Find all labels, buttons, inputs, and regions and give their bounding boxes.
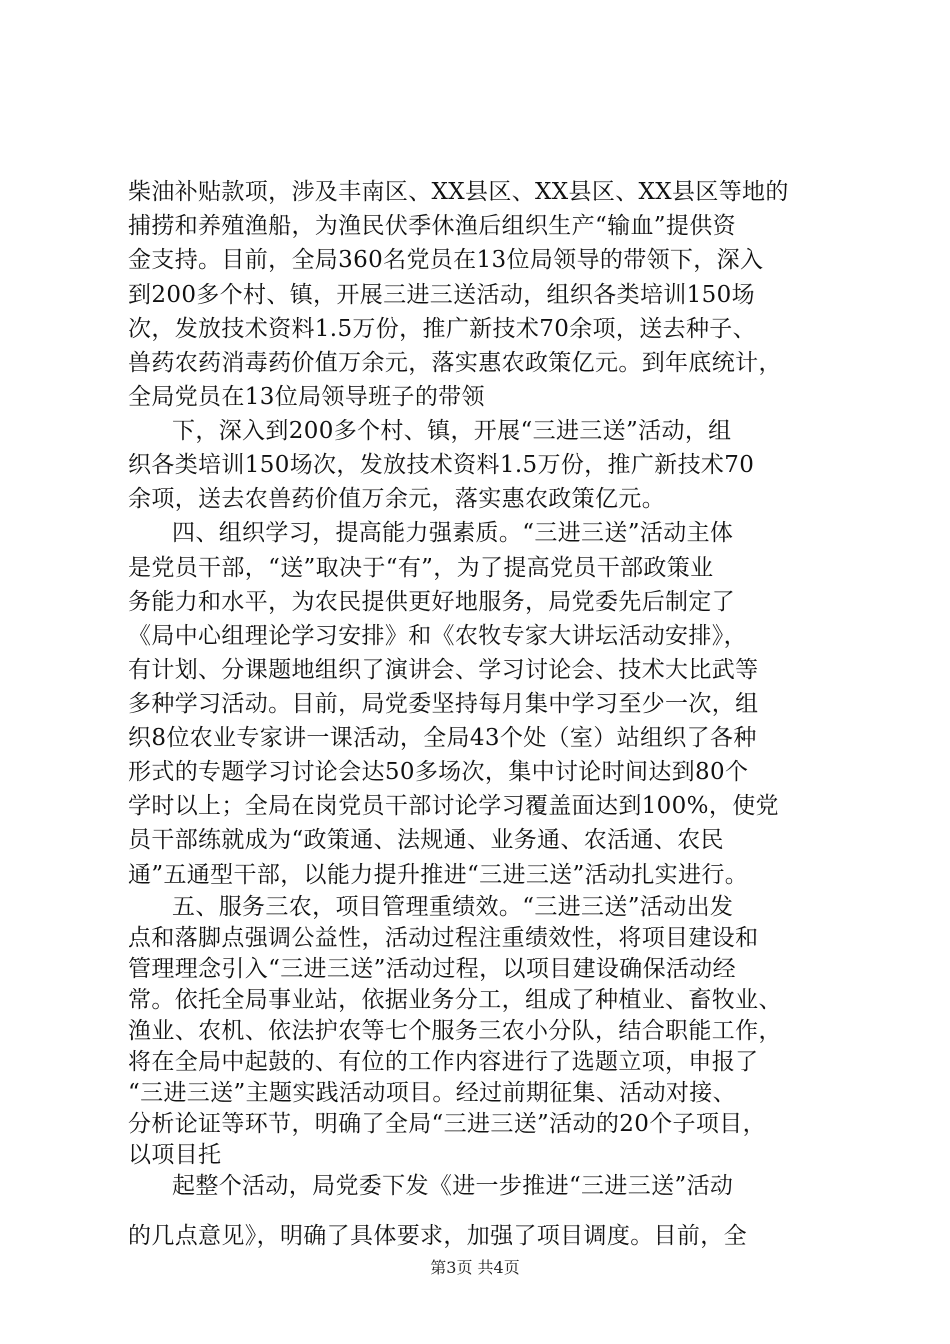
- text-line: 起整个活动，局党委下发《进一步推进“三进三送”活动: [172, 1173, 734, 1199]
- text-line: 捕捞和养殖渔船，为渔民伏季休渔后组织生产“输血”提供资: [128, 213, 736, 239]
- text-line: 全局党员在13位局领导班子的带领: [128, 384, 485, 410]
- text-line: 的几点意见》，明确了具体要求，加强了项目调度。目前，全: [128, 1223, 747, 1249]
- text-line: 织各类培训150场次，发放技术资料1.5万份，推广新技术70: [128, 452, 755, 478]
- text-line: 是党员干部，“送”取决于“有”，为了提高党员干部政策业: [128, 555, 714, 581]
- text-line: 常。依托全局事业站，依据业务分工，组成了种植业、畜牧业、: [128, 987, 782, 1013]
- text-line: 余项，送去农兽药价值万余元，落实惠农政策亿元。: [128, 486, 666, 512]
- text-line: 四、组织学习，提高能力强素质。“三进三送”活动主体: [172, 520, 734, 546]
- text-line: 《局中心组理论学习安排》和《农牧专家大讲坛活动安排》，: [128, 623, 747, 649]
- text-line: 员干部练就成为“政策通、法规通、业务通、农活通、农民: [128, 827, 724, 853]
- text-line: 渔业、农机、依法护农等七个服务三农小分队，结合职能工作，: [128, 1018, 782, 1044]
- text-line: 将在全局中起鼓的、有位的工作内容进行了选题立项，申报了: [128, 1049, 759, 1075]
- text-line: 学时以上；全局在岗党员干部讨论学习覆盖面达到100%，使党: [128, 793, 779, 819]
- text-line: 多种学习活动。目前，局党委坚持每月集中学习至少一次，组: [128, 691, 759, 717]
- text-line: 到200多个村、镇，开展三进三送活动，组织各类培训150场: [128, 282, 755, 308]
- text-line: 务能力和水平，为农民提供更好地服务，局党委先后制定了: [128, 589, 736, 615]
- text-line: 通”五通型干部，以能力提升推进“三进三送”活动扎实进行。: [128, 862, 749, 888]
- text-line: 有计划、分课题地组织了演讲会、学习讨论会、技术大比武等: [128, 657, 759, 683]
- text-line: 金支持。目前，全局360名党员在13位局领导的带领下，深入: [128, 247, 764, 273]
- page-footer: 第3页 共4页: [430, 1258, 520, 1277]
- text-line: 分析论证等环节，明确了全局“三进三送”活动的20个子项目，: [128, 1111, 766, 1137]
- text-line: “三进三送”主题实践活动项目。经过前期征集、活动对接、: [128, 1080, 736, 1106]
- text-line: 以项目托: [128, 1142, 222, 1168]
- text-line: 形式的专题学习讨论会达50多场次，集中讨论时间达到80个: [128, 759, 749, 785]
- text-line: 织8位农业专家讲一课活动，全局43个处（室）站组织了各种: [128, 725, 757, 751]
- text-line: 五、服务三农，项目管理重绩效。“三进三送”活动出发: [172, 894, 734, 920]
- text-line: 兽药农药消毒药价值万余元，落实惠农政策亿元。到年底统计，: [128, 350, 782, 376]
- text-line: 下，深入到200多个村、镇，开展“三进三送”活动，组: [172, 418, 732, 444]
- text-line: 管理理念引入“三进三送”活动过程，以项目建设确保活动经: [128, 956, 736, 982]
- text-line: 点和落脚点强调公益性，活动过程注重绩效性，将项目建设和: [128, 925, 759, 951]
- text-line: 柴油补贴款项，涉及丰南区、XX县区、XX县区、XX县区等地的: [128, 179, 789, 205]
- text-line: 次，发放技术资料1.5万份，推广新技术70余项，送去种子、: [128, 316, 756, 342]
